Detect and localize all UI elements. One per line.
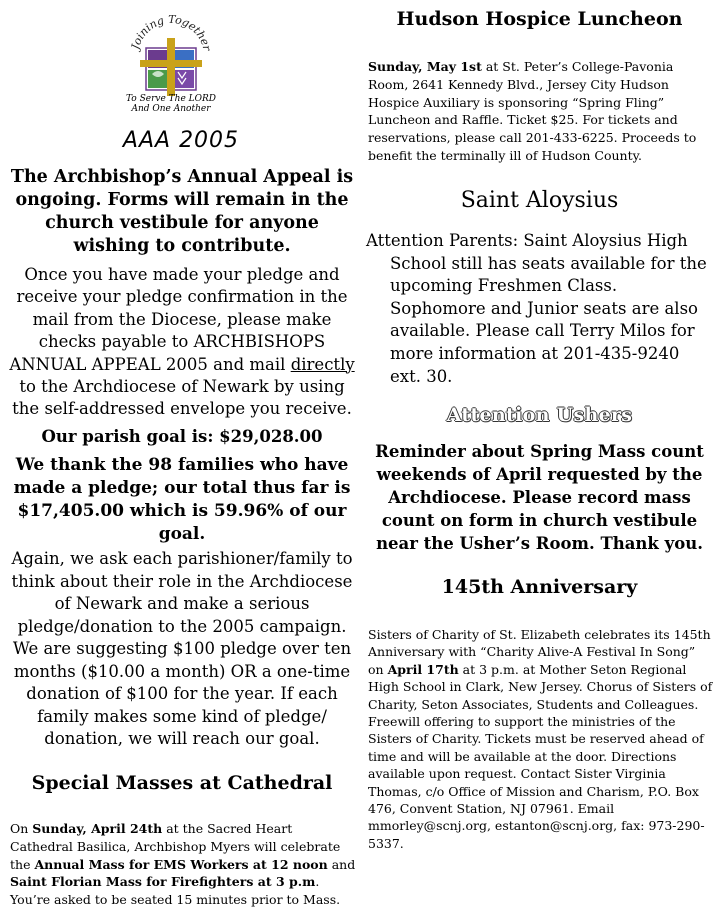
aaa-again: Again, we ask each parishioner/family to think about their role in the Archdiocese of Newark and make a serious pledge/donation to the 2005 campaign. We are suggesting $100 pledge over ten months ($10.00 a month) OR a one-time donation of $100 for the year. If each family makes some kind of pledge/ donation, we will reach our goal.: [11, 549, 353, 748]
underlined-directly: directly: [290, 354, 355, 374]
aaa-goal: Our parish goal is: $29,028.00: [41, 427, 323, 446]
logo-arc-text: Joining Together: [128, 12, 214, 52]
aaa-title: AAA 2005: [122, 128, 240, 153]
logo-caption-line1: To Serve The LORD: [126, 94, 216, 104]
logo-caption-line2: And One Another: [131, 104, 211, 114]
aaa-intro: The Archbishop’s Annual Appeal is ongoing. Forms will remain in the church vestibule for anyone wishing to contribute.: [10, 167, 354, 256]
ushers-title: Attention Ushers: [446, 404, 633, 426]
hospice-title: Hudson Hospice Luncheon: [396, 8, 683, 30]
masses-body: On Sunday, April 24th at the Sacred Heart Cathedral Basilica, Archbishop Myers will celebrate the Annual Mass for EMS Workers at 12 noon and Saint Florian Mass for Firefighters at 3 p.m. You’re asked to be seated 15 minutes prior to Mass.: [10, 821, 356, 908]
parish-logo: [128, 8, 214, 118]
aaa-body: Once you have made your pledge and receive your pledge confirmation in the mail from the Diocese, please make checks payable to ARCHBISHOPS ANNUAL APPEAL 2005 and mail directly to the Archdiocese of Newark by using the self-addressed envelope you receive.: [9, 265, 355, 419]
aloysius-body: Attention Parents: Saint Aloysius High School still has seats available for the upcoming Freshmen Class. Sophomore and Junior seats are also available. Please call Terry Milos for more information at 201-435-9240 ext. 30.: [366, 231, 707, 386]
hospice-body: Sunday, May 1st at St. Peter’s College-Pavonia Room, 2641 Kennedy Blvd., Jersey City Hudson Hospice Auxiliary is sponsoring “Spring Fling” Luncheon and Raffle. Ticket $25. For tickets and reservations, please call 201-433-6225. Proceeds to benefit the terminally ill of Hudson County.: [368, 59, 697, 163]
masses-title: Special Masses at Cathedral: [31, 772, 333, 794]
ushers-body: Reminder about Spring Mass count weekends of April requested by the Archdiocese. Please record mass count on form in church vestibule near the Usher’s Room. Thank you.: [375, 442, 704, 553]
anniversary-title: 145th Anniversary: [441, 576, 638, 598]
aaa-thanks: We thank the 98 families who have made a pledge; our total thus far is $17,405.00 which is 59.96% of our goal.: [13, 455, 351, 544]
anniversary-body: Sisters of Charity of St. Elizabeth celebrates its 145th Anniversary with “Charity Alive-A Festival In Song” on April 17th at 3 p.m. at Mother Seton Regional High School in Clark, New Jersey. Chorus of Sisters of Charity, Seton Associates, Students and Colleagues. Freewill offering to support the ministries of the Sisters of Charity. Tickets must be reserved ahead of time and will be available at the door. Directions available upon request. Contact Sister Virginia Thomas, c/o Office of Mission and Charism, P.O. Box 476, Convent Station, NJ 07961. Email mmorley@scnj.org, estanton@scnj.org, fax: 973-290-5337.: [368, 627, 713, 851]
aloysius-title: Saint Aloysius: [460, 188, 619, 213]
